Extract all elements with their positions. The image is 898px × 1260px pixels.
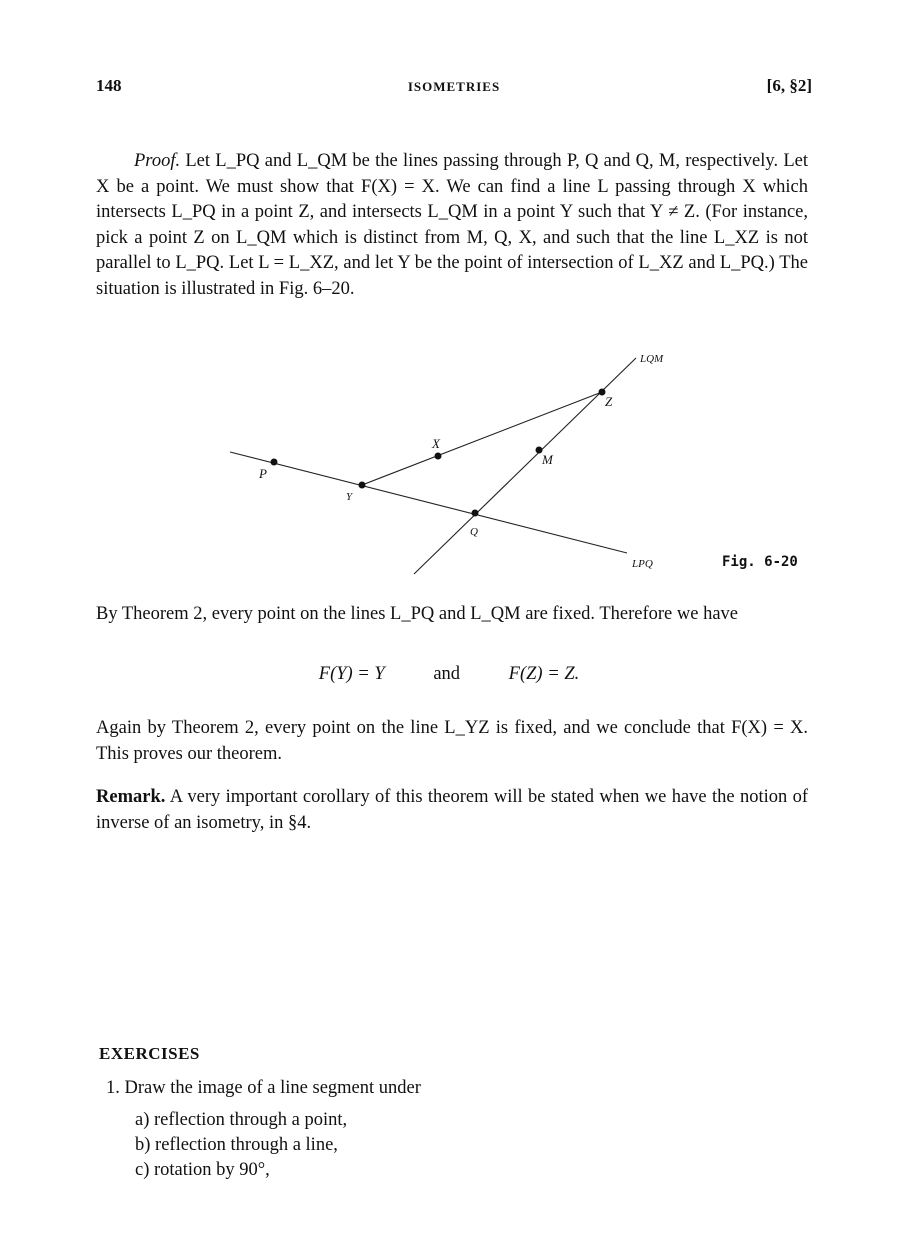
label-x: X — [432, 436, 440, 451]
figure-6-20 — [0, 0, 898, 600]
point-y — [359, 482, 366, 489]
remark-paragraph — [96, 785, 808, 836]
point-p — [271, 459, 278, 466]
paragraph-3: Again by Theorem 2, every point on the line L_YZ is fixed, and we conclude that F(X) = X. This proves our theorem. — [96, 718, 808, 764]
label-p: P — [259, 466, 267, 481]
label-lqm: LQM — [640, 353, 664, 365]
page-number: 148 — [96, 76, 122, 95]
exercise-1: 1. Draw the image of a line segment under — [106, 1078, 421, 1098]
figure-caption: Fig. 6-20 — [722, 554, 798, 570]
label-y: Y — [346, 491, 353, 503]
label-m: M — [542, 452, 553, 467]
exercises-title: EXERCISES — [99, 1044, 200, 1063]
paragraph-2: By Theorem 2, every point on the lines L_PQ and L_QM are fixed. Therefore we have — [96, 604, 738, 624]
label-lpq: LPQ — [632, 558, 653, 570]
running-title: ISOMETRIES — [407, 79, 501, 94]
equation-left: F(Y) = Y — [318, 664, 385, 684]
equation-connector: and — [433, 664, 461, 684]
proof-text: Let L_PQ and L_QM be the lines passing through P, Q and Q, M, respectively. Let X be a point. We must show that F(X) = X. We can find a line L passing through X which intersects L_PQ in a point Z, and intersects L_QM in a point Y such that Y ≠ Z. (For instance, pick a point Z on L_QM which is distinct from M, Q, X, and such that the line L_XZ is not parallel to L_PQ. Let L = L_XZ, and let Y be the point of intersection of L_XZ and L_PQ.) The situation is illustrated in Fig. 6–20. — [96, 151, 808, 299]
remark-lead: Remark. — [96, 787, 166, 807]
remark-text: A very important corollary of this theorem will be stated when we have the notion of inverse of an isometry, in §4. — [96, 787, 808, 833]
proof-lead: Proof. — [134, 151, 181, 171]
section-reference: [6, §2] — [766, 76, 812, 95]
equation — [0, 664, 898, 685]
exercise-1b: b) reflection through a line, — [135, 1135, 338, 1155]
point-x — [435, 453, 442, 460]
exercise-1c: c) rotation by 90°, — [135, 1160, 270, 1180]
exercise-1a: a) reflection through a point, — [135, 1110, 348, 1130]
equation-right: F(Z) = Z. — [508, 664, 580, 684]
line-lpq — [230, 452, 627, 553]
label-z: Z — [605, 394, 613, 409]
label-q: Q — [470, 526, 478, 538]
line-lyz — [362, 392, 602, 485]
point-q — [472, 510, 479, 517]
